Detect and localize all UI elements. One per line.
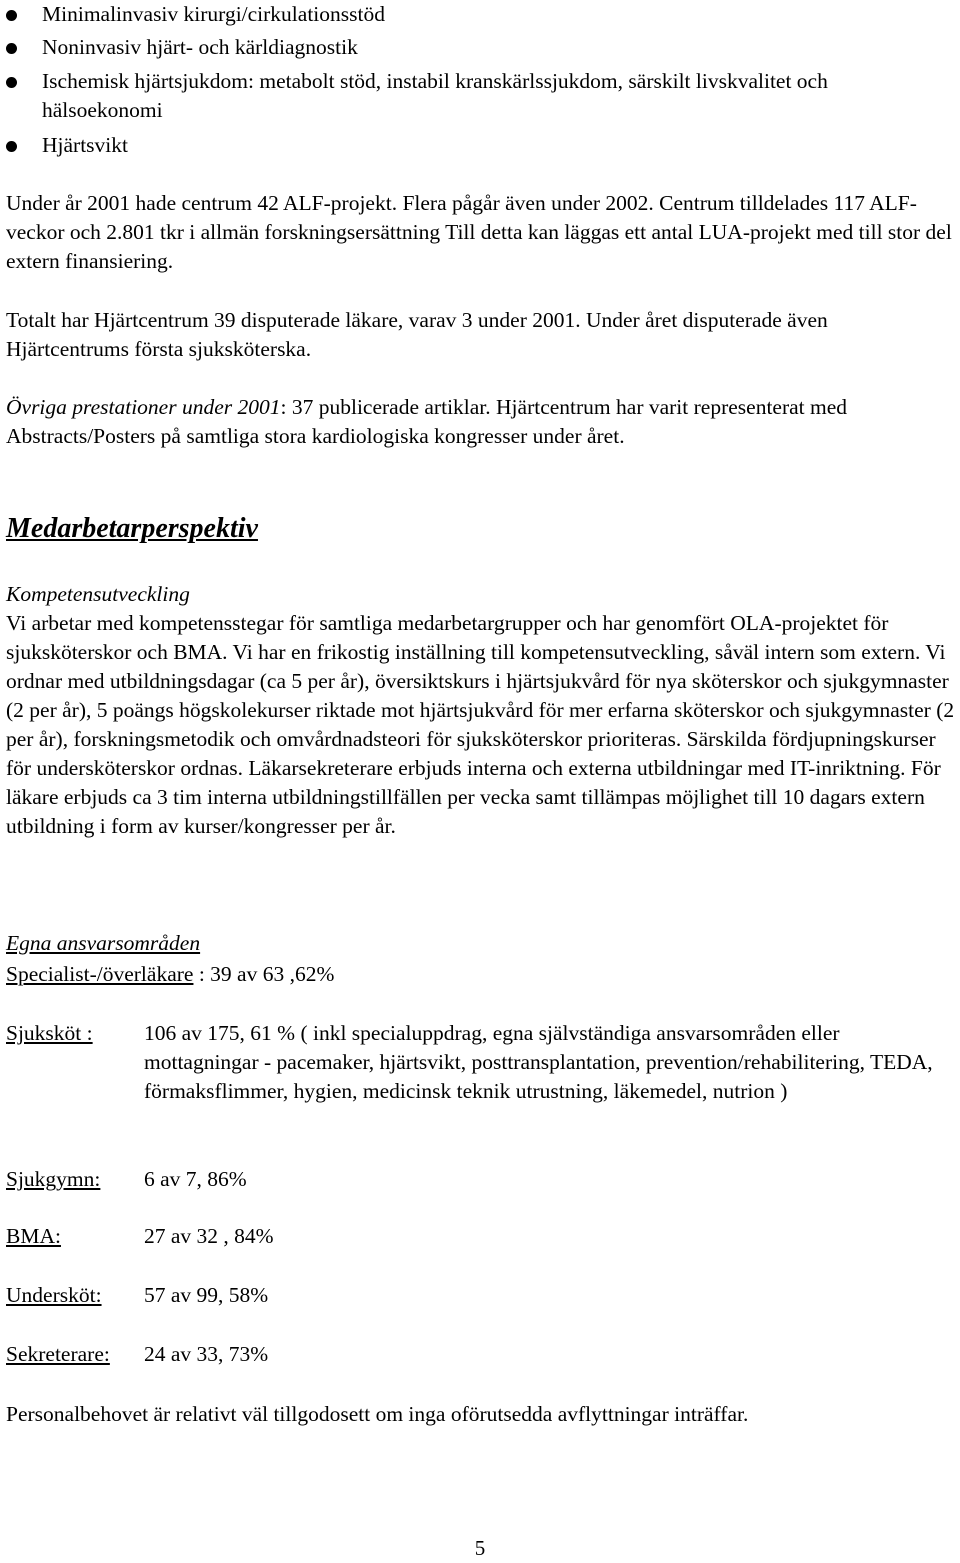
kompetens-title: Kompetensutveckling bbox=[6, 582, 190, 606]
staff-row-value: 57 av 99, 58% bbox=[144, 1283, 269, 1307]
specialist-value: : 39 av 63 ,62% bbox=[193, 962, 335, 986]
kompetens-paragraph: Vi arbetar med kompetensstegar för samtliga medarbetargrupper och har genomfört OLA-projektet för sjuksköterskor och BMA. Vi har en frikostig inställning till kompetensutveckling, såväl intern som extern. Vi ordnar med utbildningsdagar (ca 5 per år), översiktskurs i hjärtsjukvård för nya sköterskor och sjukgymnaster (2 per år), 5 poängs högskolekurser riktade mot hjärtsjukvård för mer erfarna sköterskor och sjukgymnaster (2 per år), forskningsmetodik och omvårdnadsteori för sjuksköterskor prioriteras. Särskilda fördjupningskurser för undersköterskor ordnas. Läkarsekreterare erbjuds interna och externa utbildningar med IT-inriktning. För läkare erbjuds ca 3 tim interna utbildningstillfällen per vecka samt tillämpas möjlighet till 10 dagars extern utbildning i form av kurser/kongresser per år. bbox=[6, 611, 955, 838]
prestationer-label: Övriga prestationer under 2001 bbox=[6, 395, 281, 419]
page-number: 5 bbox=[474, 1536, 486, 1560]
staff-row-label: Sekreterare: bbox=[6, 1342, 110, 1366]
disputerade-paragraph: Totalt har Hjärtcentrum 39 disputerade läkare, varav 3 under 2001. Under året disputerade även Hjärtcentrums första sjuksköterska. bbox=[6, 308, 828, 361]
staff-row-label: Sjukgymn: bbox=[6, 1167, 101, 1191]
prestationer-paragraph bbox=[6, 393, 956, 451]
staff-row-value: 24 av 33, 73% bbox=[144, 1342, 269, 1366]
staff-row-value: 27 av 32 , 84% bbox=[144, 1224, 274, 1248]
staff-row-label: Undersköt: bbox=[6, 1283, 102, 1307]
prestationer-text: : 37 publicerade artiklar. Hjärtcentrum har varit representerat med Abstracts/Posters på samtliga stora kardiologiska kongresser under året. bbox=[6, 395, 848, 448]
list-item-text: Ischemisk hjärtsjukdom: metabolt stöd, instabil kranskärlssjukdom, särskilt livskvalitet och hälsoekonomi bbox=[42, 69, 828, 122]
bullet-icon bbox=[6, 77, 17, 88]
list-item-text: Hjärtsvikt bbox=[42, 133, 128, 157]
section-heading: Medarbetarperspektiv bbox=[6, 513, 258, 544]
closing-paragraph: Personalbehovet är relativt väl tillgodosett om inga oförutsedda avflyttningar inträffar. bbox=[6, 1402, 749, 1426]
bullet-icon bbox=[6, 43, 17, 54]
staff-row-label: Sjuksköt : bbox=[6, 1021, 93, 1045]
list-item bbox=[0, 67, 922, 125]
list-item-text: Minimalinvasiv kirurgi/cirkulationsstöd bbox=[42, 2, 385, 26]
ansvar-title: Egna ansvarsområden bbox=[6, 931, 201, 955]
staff-row-value: 6 av 7, 86% bbox=[144, 1167, 247, 1191]
list-item-text: Noninvasiv hjärt- och kärldiagnostik bbox=[42, 35, 358, 59]
staff-row-label: BMA: bbox=[6, 1224, 61, 1248]
specialist-label: Specialist-/överläkare bbox=[6, 962, 194, 986]
bullet-icon bbox=[6, 141, 17, 152]
list-item bbox=[0, 131, 942, 160]
list-item bbox=[0, 0, 942, 29]
list-item bbox=[0, 33, 942, 62]
bullet-icon bbox=[6, 10, 17, 21]
alf-paragraph: Under år 2001 hade centrum 42 ALF-projekt. Flera pågår även under 2002. Centrum tilldelades 117 ALF-veckor och 2.801 tkr i allmän forskningsersättning Till detta kan läggas ett antal LUA-projekt med till stor del extern finansiering. bbox=[6, 191, 952, 273]
specialist-line bbox=[6, 960, 956, 989]
staff-row-value: 106 av 175, 61 % ( inkl specialuppdrag, egna självständiga ansvarsområden eller mottagningar - pacemaker, hjärtsvikt, posttransplantation, prevention/rehabilitering, TEDA, förmaksflimmer, hygien, medicinsk teknik utrustning, läkemedel, nutrion ) bbox=[144, 1021, 933, 1103]
